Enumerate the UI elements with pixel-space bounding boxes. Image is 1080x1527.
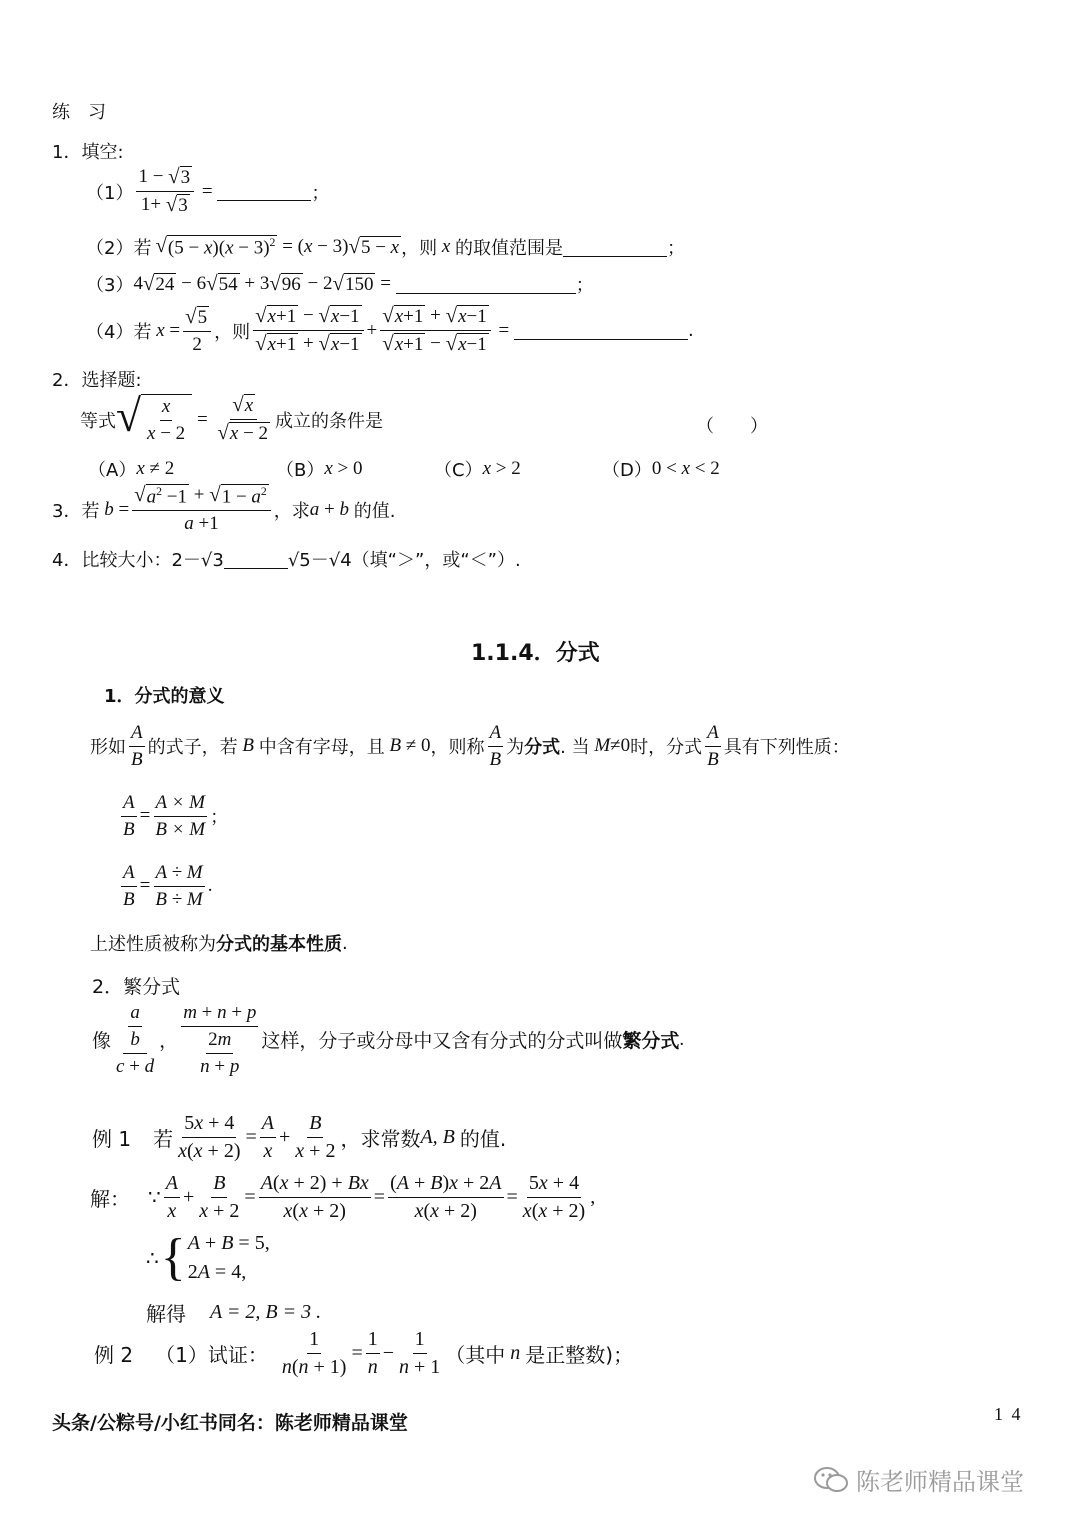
example-1-post-post: 的值.	[459, 1127, 507, 1151]
answer-blank[interactable]	[514, 321, 688, 340]
prop-end-1: ；	[210, 807, 229, 829]
subsection-2: 2．繁分式	[92, 976, 181, 998]
solve-label: 解得	[146, 1302, 186, 1326]
question-1-2: （2）若 √ $(5 - x)(x - 3)^2$ = (x − 3) √ 5 − x ，则 x 的取值范围是 ；	[86, 232, 686, 259]
brace-icon: {	[160, 1229, 186, 1286]
complex-c: 这样，分子或分母中又含有分式的分式叫做	[261, 1030, 623, 1053]
option-label: （D）	[602, 460, 652, 481]
q2-stem-pre: 等式	[80, 410, 116, 432]
q1-4-mid: ，则	[214, 321, 251, 343]
option-label: （A）	[88, 460, 137, 481]
q2-option-b[interactable]: （B） x > 0	[276, 458, 363, 481]
because-symbol: ∵	[148, 1187, 161, 1209]
question-1-1: （1） 1 − √ 3 1+ √ 3 = ；	[86, 164, 330, 217]
q1-3-tail: ；	[575, 275, 594, 296]
property-divide: $\frac{A}{B}$ = $\frac{A \div M}{B \div M}$ .	[123, 862, 213, 910]
example-1-pre: 若	[153, 1127, 174, 1151]
q1-2-mid2: 的取值范围是	[455, 238, 564, 259]
solve-answer: A = 2, B = 3 .	[210, 1301, 322, 1323]
footer-credit: 头条/公粽号/小红书同名：陈老师精品课堂	[52, 1412, 408, 1434]
def-e: 为	[506, 737, 525, 759]
q1-1-label: （1）	[86, 182, 134, 204]
def-d: ，则称	[430, 737, 485, 759]
prop-end-2: .	[207, 875, 213, 897]
definition-line: 形如 $\frac{A}{B}$ 的式子，若 B 中含有字母，且 B ≠ 0 ，则称 $\frac{A}{B}$ 为 分式 . 当 M≠0 时，分式 $\frac{A}{B}$ 具有下列性质：	[90, 722, 850, 770]
def-bold: 分式	[524, 737, 561, 759]
question-1-3: （3） 4 √ 24 − 6 √ 54 + 3 √ 96 − 2 √ 150 = ；	[86, 270, 594, 296]
watermark-text: 陈老师精品课堂	[856, 1468, 1024, 1496]
system-of-equations: ∴ { A + B = 5, 2A = 4,	[146, 1229, 270, 1286]
q1-2-mid: ，则	[401, 238, 438, 259]
q3-tail-post: 的值.	[353, 500, 396, 522]
q1-1-tail: ；	[311, 182, 330, 204]
answer-blank[interactable]	[217, 182, 311, 201]
q1-1-fraction: 1 − √ 3 1+ √ 3	[136, 166, 194, 217]
def-a: 形如	[90, 737, 126, 759]
q1-2-label: （2）若	[86, 238, 152, 259]
section-title: 1.1.4．分式	[471, 641, 600, 666]
question-1-label: 1．填空:	[52, 142, 124, 163]
q4-text-post: √5－√4（填“＞”，或“＜”）.	[287, 550, 521, 571]
def-f: . 当	[560, 737, 590, 759]
basic-property-line	[90, 930, 348, 956]
q2-stem-post: 成立的条件是	[275, 410, 384, 432]
answer-paren[interactable]: （ ）	[696, 416, 768, 437]
example-1-label: 例 1	[92, 1127, 132, 1151]
q2-option-c[interactable]: （C） x > 2	[434, 458, 521, 481]
option-label: （B）	[276, 460, 325, 481]
question-1-4: （4）若 x = √ 5 2 ，则 √ x+1 − √ x−1 √ x+1 + √ x−1 + √ x+1 + √ x−1 √ x+1 − √ x−1 = .	[86, 303, 694, 356]
question-3: 3．若 b = √ $a^2 -1$ + √ $1 - a^2$ a +1 ，求 a + b 的值.	[52, 482, 396, 535]
basic-end: .	[342, 932, 348, 954]
basic-bold: 分式的基本性质	[216, 934, 342, 955]
question-2-stem: 等式 √ $\frac{x}{x - 2}$ = √ x √ x − 2 成立的条件是	[80, 390, 384, 445]
example-2: 例 2 （1）试证： $\frac{1}{n(n + 1)}$ = $\frac{1}{n}$ − $\frac{1}{n + 1}$ （其中 n 是正整数)；	[94, 1328, 634, 1378]
q4-text-pre: 4．比较大小：2－√3	[52, 550, 224, 571]
question-4	[52, 546, 521, 572]
example-2-label: 例 2	[94, 1343, 134, 1367]
property-multiply: $\frac{A}{B}$ = $\frac{A \times M}{B \times M}$ ；	[123, 792, 229, 840]
answer-blank[interactable]	[563, 238, 667, 257]
def-g: 时，分式	[630, 737, 703, 759]
basic-pre: 上述性质被称为	[90, 934, 216, 955]
q1-2-tail: ；	[667, 238, 686, 259]
practice-heading: 练 习	[52, 102, 106, 123]
complex-end: .	[679, 1028, 685, 1050]
def-h: 具有下列性质：	[723, 737, 850, 759]
q3-tail-pre: ，求	[273, 500, 310, 522]
example-1: 例 1 若 $\frac{5x + 4}{x(x + 2)}$ = $\frac{A}{x}$ + $\frac{B}{x + 2}$ ，求常数 A, B 的值.	[92, 1112, 507, 1162]
example-2-note: （其中	[445, 1343, 506, 1367]
q1-4-label: （4）若	[86, 321, 152, 343]
answer-blank[interactable]	[396, 275, 576, 294]
answer-blank[interactable]	[224, 550, 288, 569]
option-label: （C）	[434, 460, 483, 481]
solve-result	[146, 1298, 321, 1327]
complex-bold: 繁分式	[622, 1030, 680, 1053]
therefore-symbol: ∴	[146, 1247, 159, 1270]
example-1-post-pre: ，求常数	[340, 1127, 421, 1151]
page-number: 1 4	[994, 1404, 1023, 1424]
def-c: 中含有字母，且	[258, 737, 385, 759]
subsection-1: 1．分式的意义	[104, 686, 225, 707]
complex-a: 像	[92, 1030, 112, 1053]
q1-3-label: （3）	[86, 275, 134, 296]
q3-label: 3．若	[52, 500, 100, 522]
complex-b: ，	[159, 1030, 179, 1053]
wechat-icon	[812, 1465, 850, 1495]
q1-4-tail: .	[687, 320, 694, 342]
example-2-note2: 是正整数)；	[525, 1343, 634, 1367]
def-b: 的式子，若	[147, 737, 238, 759]
example-2-part: （1）试证：	[155, 1343, 268, 1367]
question-2-label: 2．选择题:	[52, 370, 142, 391]
q2-option-a[interactable]: （A） x ≠ 2	[88, 458, 175, 481]
solution-line: 解： ∵ $\frac{A}{x}$ + $\frac{B}{x + 2}$ = $\frac{A(x + 2) + Bx}{x(x + 2)}$ = $\frac{(A + B)x + 2A}{x(x + 2)}$ = $\frac{5x + 4}{x(x + 2)}$ ,	[90, 1172, 596, 1222]
solution-label: 解：	[90, 1187, 130, 1211]
q2-option-d[interactable]: （D） 0 < x < 2	[602, 458, 720, 481]
watermark	[812, 1462, 1024, 1497]
complex-fraction-line: 像 $\frac{\frac{a}{b}}{c + d}$ ， $\frac{m + n + p}{\frac{2m}{n + p}}$ 这样，分子或分母中又含有分式的分式叫做 繁分式 .	[92, 1002, 685, 1077]
